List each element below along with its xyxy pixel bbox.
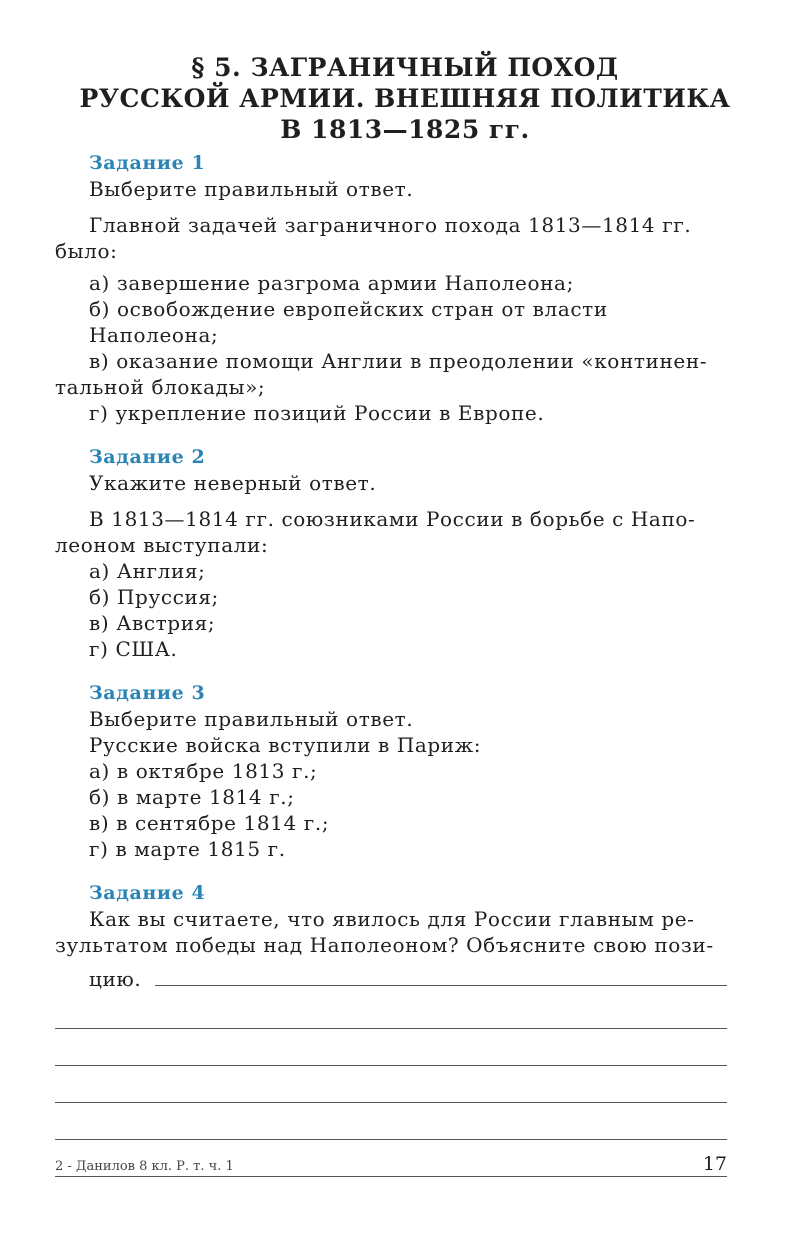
task-3-title: Задание 3	[89, 682, 206, 704]
task-3-instruction: Выберите правильный ответ.	[89, 707, 414, 731]
answer-line[interactable]	[55, 992, 727, 1029]
section-heading	[0, 52, 795, 145]
task-3-option[interactable]: а) в октябре 1813 г.;	[89, 759, 318, 783]
task-3-question: Русские войска вступили в Париж:	[89, 733, 482, 757]
task-2-option[interactable]: в) Австрия;	[89, 611, 216, 635]
task-1	[55, 150, 727, 426]
task-2-option[interactable]: б) Пруссия;	[89, 585, 219, 609]
task-2-question: В 1813—1814 гг. союзниками России в борьбе с Напо-леоном выступали:	[55, 507, 696, 557]
task-2-option[interactable]: а) Англия;	[89, 559, 206, 583]
answer-line[interactable]	[55, 1029, 727, 1066]
task-4-question: Как вы считаете, что явилось для России главным ре-зультатом победы над Наполеоном? Объясните свою пози-	[55, 907, 714, 957]
task-1-option[interactable]: б) освобождение европейских стран от власти Наполеона;	[89, 297, 608, 347]
task-2	[55, 444, 727, 662]
page-number: 17	[702, 1153, 727, 1175]
heading-line-1: § 5. ЗАГРАНИЧНЫЙ ПОХОД	[191, 53, 619, 82]
answer-line[interactable]	[155, 985, 727, 986]
answer-line[interactable]	[55, 1066, 727, 1103]
task-1-question: Главной задачей заграничного похода 1813—1814 гг. было:	[55, 213, 692, 263]
task-1-instruction: Выберите правильный ответ.	[89, 177, 414, 201]
tasks	[55, 150, 727, 1195]
heading-line-2: РУССКОЙ АРМИИ. ВНЕШНЯЯ ПОЛИТИКА	[79, 84, 731, 113]
task-3	[55, 680, 727, 862]
answer-first-line[interactable]	[89, 966, 727, 992]
task-4	[55, 880, 727, 1177]
task-2-title: Задание 2	[89, 446, 206, 468]
footer-signature: 2 - Данилов 8 кл. Р. т. ч. 1	[55, 1159, 234, 1174]
task-1-option[interactable]: а) завершение разгрома армии Наполеона;	[89, 271, 574, 295]
task-3-option[interactable]: в) в сентябре 1814 г.;	[89, 811, 330, 835]
task-1-option[interactable]: г) укрепление позиций России в Европе.	[89, 401, 545, 425]
task-2-option[interactable]: г) США.	[89, 637, 178, 661]
task-3-option[interactable]: г) в марте 1815 г.	[89, 837, 286, 861]
answer-line[interactable]	[55, 1103, 727, 1140]
page-footer	[55, 1153, 727, 1175]
task-3-option[interactable]: б) в марте 1814 г.;	[89, 785, 295, 809]
task-2-instruction: Укажите неверный ответ.	[89, 471, 377, 495]
task-4-title: Задание 4	[89, 882, 206, 904]
heading-line-3: В 1813—1825 гг.	[280, 115, 530, 144]
task-4-question-tail: цию.	[89, 967, 142, 991]
task-1-option[interactable]: в) оказание помощи Англии в преодолении «континен-тальной блокады»;	[55, 349, 708, 399]
task-1-title: Задание 1	[89, 152, 206, 174]
